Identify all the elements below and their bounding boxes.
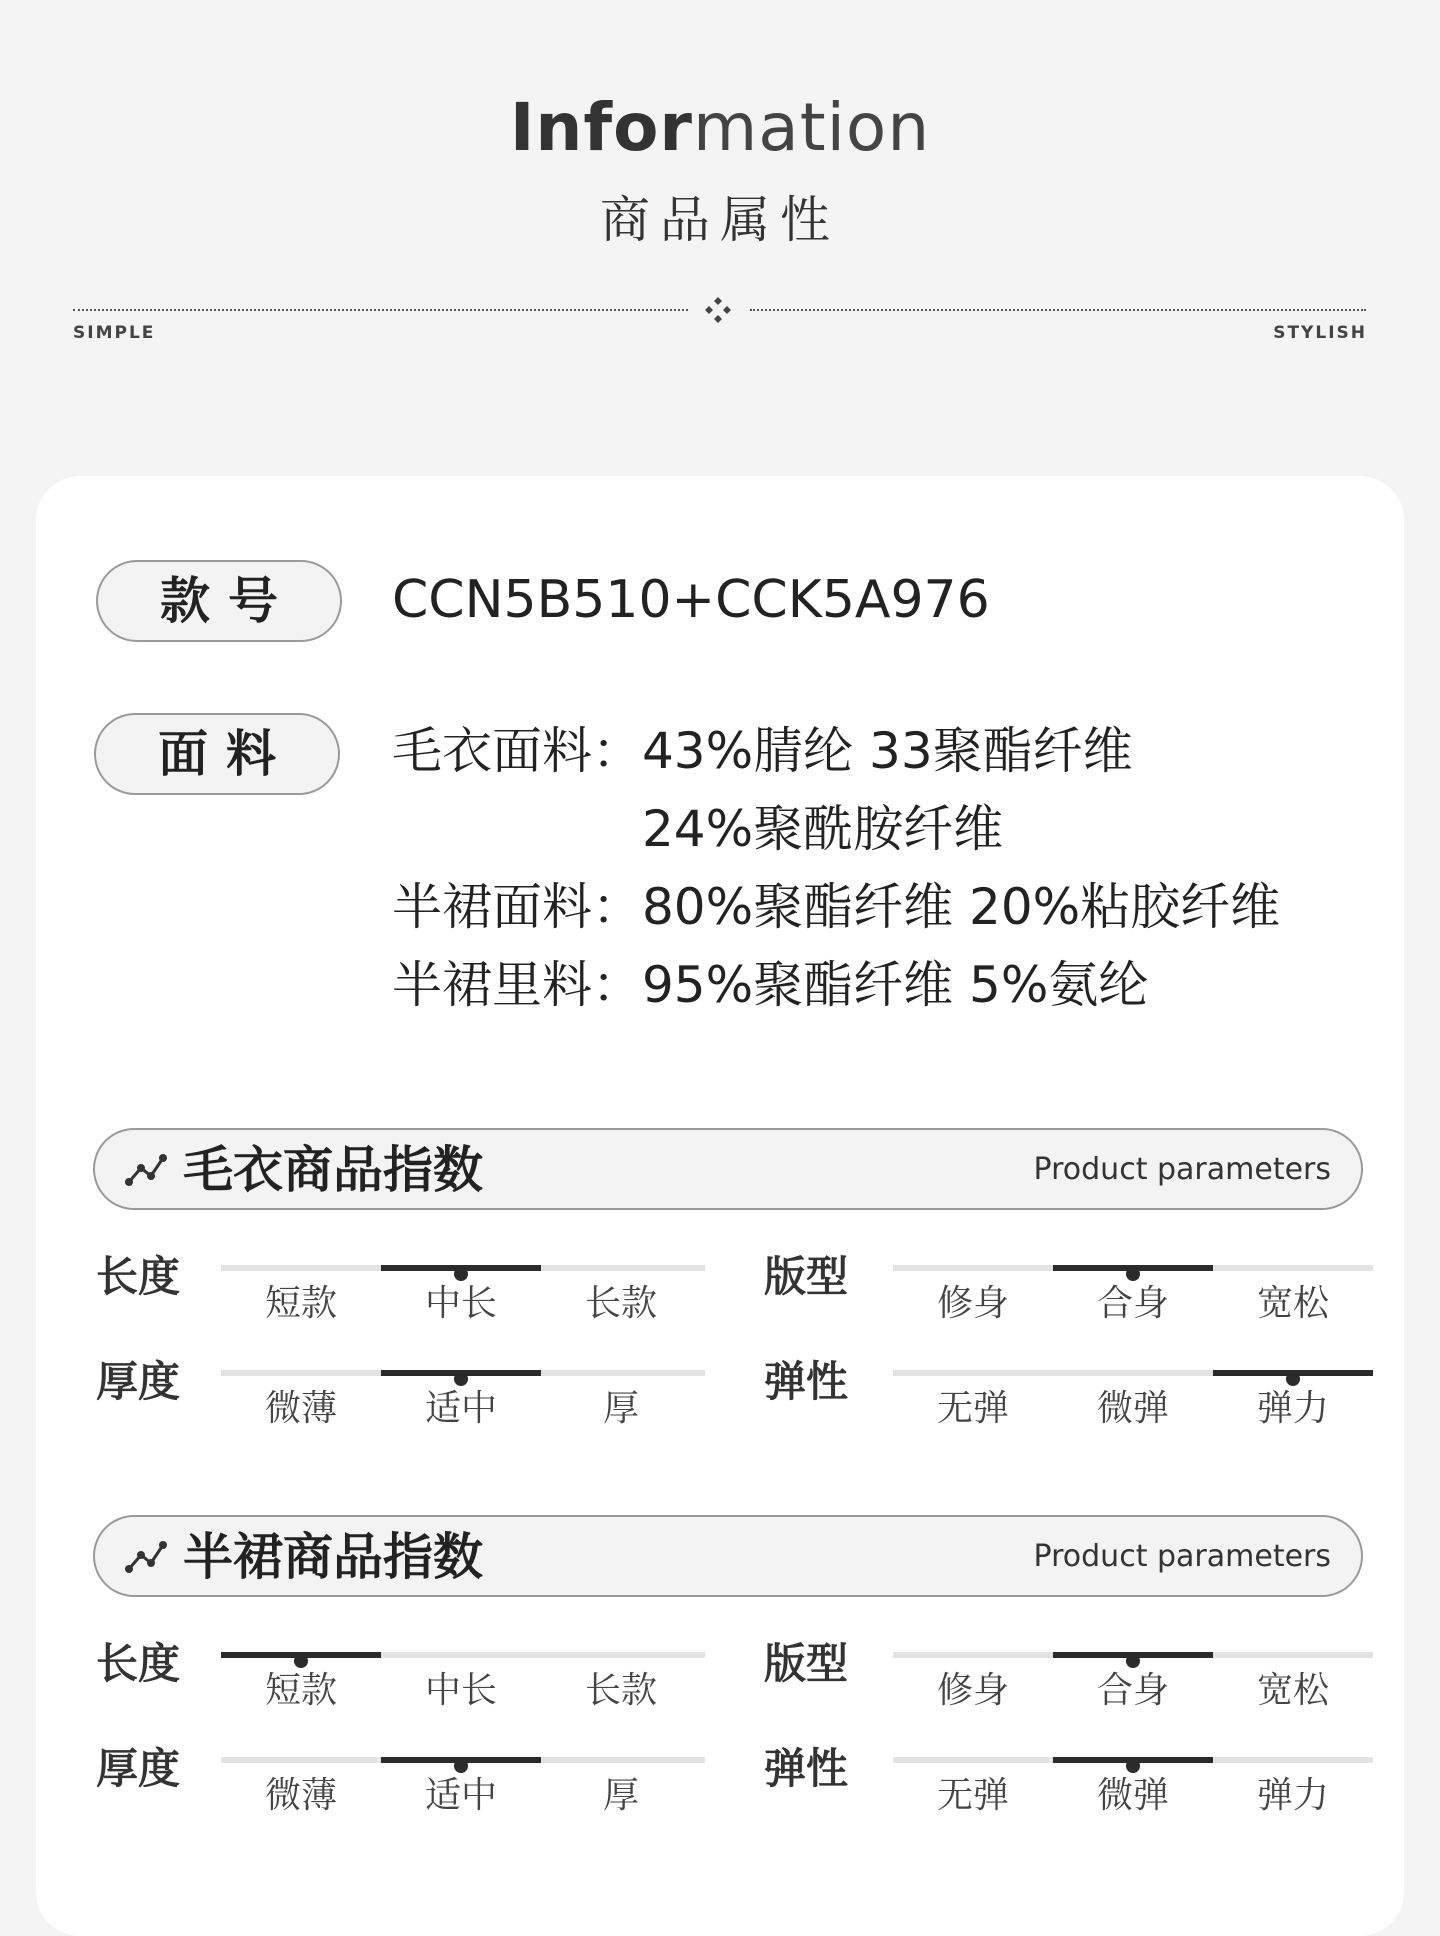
fabric-line [392,946,1280,1024]
fabric-line [392,868,1280,946]
param-option: 中长 [424,1670,497,1711]
divider-left [73,309,688,311]
title-bold-part: Infor [509,89,693,166]
param-option: 短款 [264,1670,337,1711]
param-row [764,1741,1440,1816]
param-selected-indicator [1053,1265,1213,1271]
fabric-line-label: 毛衣面料： [392,722,642,780]
param-option: 微薄 [264,1388,337,1429]
trend-line-icon [123,1150,169,1190]
trend-line-icon [123,1537,169,1577]
param-option: 微弹 [1096,1388,1169,1429]
param-option: 厚 [602,1775,639,1816]
param-option: 微薄 [264,1775,337,1816]
section-header [93,1515,1363,1597]
param-row [764,1354,1440,1429]
param-option: 长款 [584,1283,657,1324]
fabric-line [392,790,1280,868]
param-option: 短款 [264,1283,337,1324]
param-label: 长度 [96,1252,181,1301]
param-selected-indicator [1053,1652,1213,1658]
param-option: 中长 [424,1283,497,1324]
section-title: 半裙商品指数 [183,1528,483,1586]
param-label: 弹性 [764,1357,849,1406]
param-selected-indicator [1053,1757,1213,1763]
param-option: 无弹 [936,1775,1009,1816]
param-selected-indicator [1213,1370,1373,1376]
param-option: 无弹 [936,1388,1009,1429]
param-row [96,1741,765,1816]
fabric-line-label: 半裙里料： [392,956,642,1014]
param-row [764,1249,1440,1324]
param-option: 宽松 [1256,1283,1329,1324]
param-option: 弹力 [1256,1388,1329,1429]
param-option: 合身 [1096,1283,1169,1324]
param-label: 版型 [764,1639,849,1688]
param-option: 适中 [424,1388,497,1429]
param-row [764,1636,1440,1711]
param-option: 修身 [936,1670,1009,1711]
style-number-label: 款号 [96,560,342,642]
param-selected-indicator [381,1757,541,1763]
section-subtitle-en: Product parameters [1033,1152,1331,1187]
param-selected-indicator [381,1265,541,1271]
divider-right [750,309,1366,311]
param-option: 厚 [602,1388,639,1429]
fabric-line-value: 24%聚酰胺纤维 [642,800,1004,858]
param-label: 厚度 [96,1357,181,1406]
param-row [96,1249,765,1324]
fabric-line-value: 95%聚酯纤维 5%氨纶 [642,956,1149,1014]
fabric-line-value: 80%聚酯纤维 20%粘胶纤维 [642,878,1281,936]
style-number-value: CCN5B510+CCK5A976 [392,570,990,630]
section-subtitle-en: Product parameters [1033,1539,1331,1574]
param-option: 合身 [1096,1670,1169,1711]
fabric-line-label: 半裙面料： [392,878,642,936]
param-row [96,1354,765,1429]
stylish-label: STYLISH [1273,323,1367,343]
page-subtitle: 商品属性 [600,191,840,249]
title-light-part: mation [692,89,931,166]
param-option: 微弹 [1096,1775,1169,1816]
page-title [0,88,1440,168]
param-row [96,1636,765,1711]
section-header [93,1128,1363,1210]
fabric-label: 面料 [94,713,340,795]
param-selected-indicator [221,1652,381,1658]
simple-label: SIMPLE [73,323,156,343]
param-label: 长度 [96,1639,181,1688]
param-label: 厚度 [96,1744,181,1793]
param-option: 修身 [936,1283,1009,1324]
param-option: 长款 [584,1670,657,1711]
param-selected-indicator [381,1370,541,1376]
param-option: 适中 [424,1775,497,1816]
fabric-line [392,712,1280,790]
fabric-list [392,712,1280,1024]
param-option: 宽松 [1256,1670,1329,1711]
info-card [36,476,1404,1936]
fabric-line-value: 43%腈纶 33聚酯纤维 [642,722,1133,780]
param-option: 弹力 [1256,1775,1329,1816]
param-label: 版型 [764,1252,849,1301]
param-label: 弹性 [764,1744,849,1793]
section-title: 毛衣商品指数 [183,1141,483,1199]
four-diamond-ornament-icon [703,295,733,325]
